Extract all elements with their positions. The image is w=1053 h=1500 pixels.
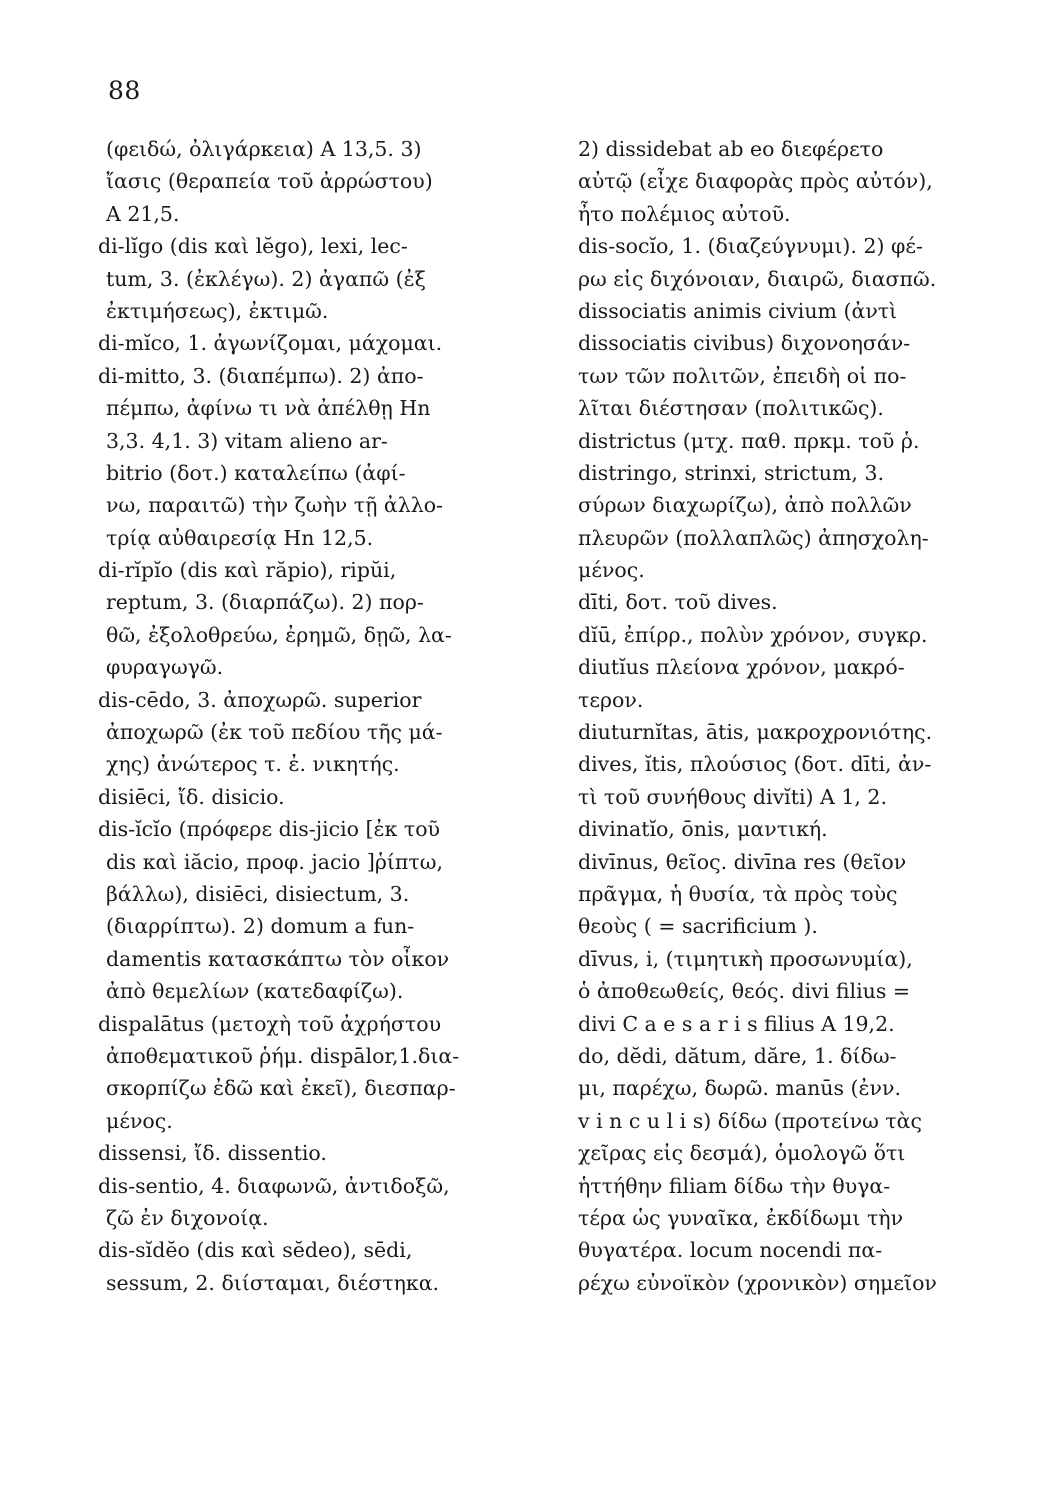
- text-line: νω, παραιτῶ) τὴν ζωὴν τῇ ἀλλο-: [106, 493, 443, 518]
- text-line: dis-cēdo, 3. ἀποχωρῶ. superior: [98, 687, 422, 712]
- text-line: di-rĭpĭo (dis καὶ răpio), ripŭi,: [98, 558, 397, 583]
- text-line: βάλλω), disiēci, disiectum, 3.: [106, 881, 410, 906]
- text-line: 2) dissidebat ab eo διεφέρετο: [578, 137, 884, 161]
- text-line: reptum, 3. (διαρπάζω). 2) πορ-: [106, 590, 424, 615]
- text-line: τρίᾳ αὐθαιρεσίᾳ Hn 12,5.: [106, 525, 374, 550]
- text-line: λῖται διέστησαν (πολιτικῶς).: [578, 396, 884, 421]
- text-line: πέμπω, ἀφίνω τι νὰ ἀπέλθῃ Hn: [106, 396, 431, 421]
- text-line: φυραγωγῶ.: [106, 655, 224, 680]
- text-line: do, dĕdi, dătum, dăre, 1. δίδω-: [578, 1043, 897, 1068]
- text-line: dīvus, i, (τιμητικὴ προσωνυμία),: [578, 946, 913, 971]
- text-line: dis καὶ iăcio, προφ. jacio ]ῥίπτω,: [106, 849, 443, 874]
- text-line: θεοὺς ( = sacrificium ).: [578, 914, 818, 939]
- text-line: ἴασις (θεραπεία τοῦ ἀρρώστου): [106, 169, 433, 194]
- text-line: ρω εἰς διχόνοιαν, διαιρῶ, διασπῶ.: [578, 266, 937, 291]
- text-line: ἀποχωρῶ (ἐκ τοῦ πεδίου τῆς μά-: [106, 720, 443, 745]
- text-line: χεῖρας εἰς δεσμά), ὁμολογῶ ὅτι: [578, 1141, 906, 1166]
- text-line: τερον.: [578, 687, 644, 712]
- text-line: dis-sĭdĕo (dis καὶ sĕdeo), sēdi,: [98, 1238, 413, 1263]
- text-line: distringo, strinxi, strictum, 3.: [578, 460, 885, 485]
- page-number: 88: [108, 76, 141, 105]
- text-line: divīnus, θεῖος. divīna res (θεῖον: [578, 849, 907, 874]
- text-line: dis-ĭcĭo (πρόφερε dis-jicio [ἐκ τοῦ: [98, 817, 441, 842]
- text-line: σύρων διαχωρίζω), ἀπὸ πολλῶν: [578, 493, 912, 518]
- text-line: ρέχω εὐνοϊκὸν (χρονικὸν) σημεῖον: [578, 1270, 937, 1295]
- text-line: χης) ἀνώτερος τ. ἐ. νικητής.: [106, 752, 400, 777]
- text-line: ζῶ ἐν διχονοίᾳ.: [106, 1205, 269, 1230]
- text-line: dissociatis civibus) διχονοησάν-: [578, 331, 911, 356]
- text-line: ἀπὸ θεμελίων (κατεδαφίζω).: [106, 979, 404, 1004]
- text-line: disiēci, ἴδ. disicio.: [98, 784, 285, 809]
- text-line: τέρα ὡς γυναῖκα, ἐκδίδωμι τὴν: [578, 1205, 904, 1230]
- text-line: tum, 3. (ἐκλέγω). 2) ἀγαπῶ (ἐξ: [106, 266, 426, 291]
- text-line: diuturnĭtas, ātis, μακροχρονιότης.: [578, 720, 933, 745]
- text-line: damentis κατασκάπτω τὸν οἶκον: [106, 946, 450, 971]
- text-line: bitrio (δοτ.) καταλείπω (ἀφί-: [106, 460, 406, 485]
- text-line: αὐτῷ (εἶχε διαφορὰς πρὸς αὐτόν),: [578, 169, 933, 194]
- text-line: τὶ τοῦ συνήθους divĭti) Α 1, 2.: [578, 784, 887, 809]
- text-line: diutĭus πλείονα χρόνον, μακρό-: [578, 655, 905, 680]
- text-line: (διαρρίπτω). 2) domum a fun-: [106, 914, 415, 939]
- text-line: πλευρῶν (πολλαπλῶς) ἀπησχολη-: [578, 525, 929, 550]
- text-line: dives, ĭtis, πλούσιος (δοτ. dīti, ἀν-: [578, 752, 932, 777]
- text-line: ἀποθεματικοῦ ῥήμ. dispālor,1.δια-: [106, 1043, 460, 1068]
- text-line: dis-socĭo, 1. (διαζεύγνυμι). 2) φέ-: [578, 234, 923, 259]
- text-line: di-lĭgo (dis καὶ lĕgo), lexi, lec-: [98, 234, 408, 259]
- right-column: [578, 133, 1008, 1299]
- text-line: sessum, 2. διίσταμαι, διέστηκα.: [106, 1270, 440, 1295]
- text-line: ἡττήθην filiam δίδω τὴν θυγα-: [578, 1173, 891, 1198]
- text-line: μένος.: [106, 1108, 173, 1133]
- text-line: divinatĭo, ōnis, μαντική.: [578, 817, 828, 842]
- text-line: ἦτο πολέμιος αὐτοῦ.: [578, 201, 791, 226]
- text-line: θυγατέρα. locum nocendi πα-: [578, 1238, 883, 1263]
- text-line: 3,3. 4,1. 3) vitam alieno ar-: [106, 428, 388, 453]
- text-line: dis-sentio, 4. διαφωνῶ, ἀντιδοξῶ,: [98, 1173, 450, 1198]
- text-line: dispalātus (μετοχὴ τοῦ ἀχρήστου: [98, 1011, 442, 1036]
- text-line: σκορπίζω ἐδῶ καὶ ἐκεῖ), διεσπαρ-: [106, 1076, 456, 1101]
- text-line: dīti, δοτ. τοῦ dives.: [578, 590, 778, 615]
- text-line: των τῶν πολιτῶν, ἐπειδὴ οἱ πο-: [578, 363, 907, 388]
- text-line: dissensi, ἴδ. dissentio.: [98, 1141, 327, 1166]
- text-line: di-mitto, 3. (διαπέμπω). 2) ἀπο-: [98, 363, 424, 388]
- text-line: di-mĭco, 1. ἀγωνίζομαι, μάχομαι.: [98, 331, 443, 356]
- text-line: ὁ ἀποθεωθείς, θεός. divi filius =: [578, 979, 911, 1004]
- text-line: dĭū, ἐπίρρ., πολὺν χρόνον, συγκρ.: [578, 622, 928, 647]
- text-line: dissociatis animis civium (ἀντὶ: [578, 298, 898, 323]
- text-line: divi C a e s a r i s filius Α 19,2.: [578, 1011, 895, 1036]
- text-line: (φειδώ, ὀλιγάρκεια) Α 13,5. 3): [106, 137, 422, 161]
- text-line: ἐκτιμήσεως), ἐκτιμῶ.: [106, 298, 329, 323]
- text-line: πρᾶγμα, ἡ θυσία, τὰ πρὸς τοὺς: [578, 881, 898, 906]
- text-line: v i n c u l i s) δίδω (προτείνω τὰς: [578, 1108, 922, 1133]
- left-column: [98, 133, 528, 1299]
- text-line: μι, παρέχω, δωρῶ. manūs (ἐνν.: [578, 1076, 901, 1101]
- text-line: θῶ, ἐξολοθρεύω, ἐρημῶ, δῃῶ, λα-: [106, 622, 452, 647]
- text-line: μένος.: [578, 558, 645, 583]
- text-line: Α 21,5.: [106, 201, 180, 226]
- text-line: districtus (μτχ. παθ. πρκμ. τοῦ ῥ.: [578, 428, 920, 453]
